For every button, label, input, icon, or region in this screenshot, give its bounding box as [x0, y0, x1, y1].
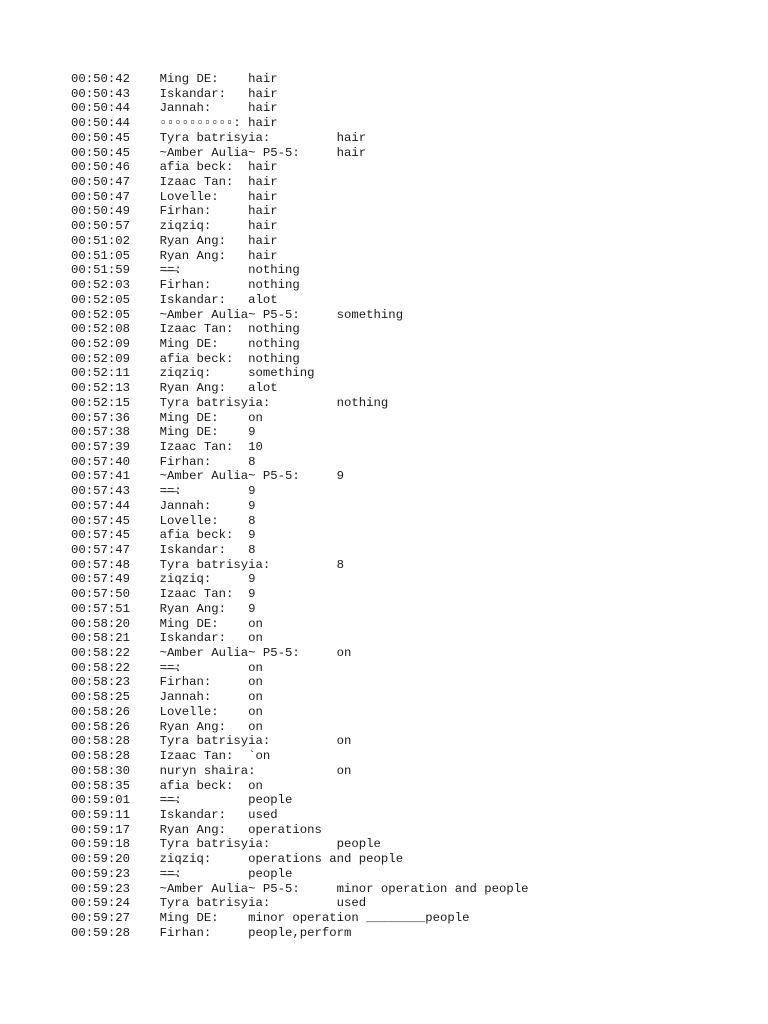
message-text: on	[248, 675, 263, 690]
timestamp: 00:52:05	[71, 292, 131, 307]
chat-line	[71, 425, 529, 440]
chat-line	[71, 396, 529, 411]
message-text: 8	[248, 454, 256, 469]
timestamp: 00:59:17	[71, 822, 131, 837]
message-text: something	[336, 307, 404, 322]
chat-line	[71, 455, 529, 470]
sender-name: Lovelle:	[159, 704, 219, 719]
timestamp: 00:59:11	[71, 807, 131, 822]
chat-line	[71, 528, 529, 543]
timestamp: 00:50:44	[71, 116, 131, 131]
chat-line	[71, 587, 529, 602]
sender-name: Tyra batrisyia:	[159, 557, 271, 572]
chat-line	[71, 602, 529, 617]
message-text: on	[248, 660, 263, 675]
timestamp: 00:52:09	[71, 336, 131, 351]
chat-line	[71, 543, 529, 558]
sender-name: Iskandar:	[159, 807, 226, 822]
message-text: nothing	[248, 263, 300, 278]
timestamp: 00:57:50	[71, 587, 131, 602]
sender-name: afia beck:	[159, 528, 234, 543]
sender-name: Iskandar:	[159, 631, 226, 646]
message-text: on	[248, 631, 263, 646]
timestamp: 00:52:08	[71, 322, 131, 337]
chat-line	[71, 646, 529, 661]
sender-name: Tyra batrisyia:	[159, 395, 271, 410]
sender-name: Ryan Ang:	[159, 233, 226, 248]
message-text: nothing	[336, 395, 389, 410]
timestamp: 00:52:09	[71, 351, 131, 366]
message-text: 9	[248, 498, 256, 513]
timestamp: 00:57:47	[71, 543, 131, 557]
timestamp: 00:58:28	[71, 734, 131, 749]
timestamp: 00:58:35	[71, 778, 131, 793]
chat-line	[71, 160, 529, 175]
message-text: hair	[248, 72, 278, 86]
sender-name: Lovelle:	[159, 189, 219, 204]
message-text: hair	[248, 101, 278, 116]
timestamp: 00:57:44	[71, 498, 131, 513]
chat-line	[71, 484, 529, 499]
message-text: used	[336, 896, 367, 911]
chat-line	[71, 926, 529, 941]
timestamp: 00:50:49	[71, 204, 131, 219]
message-text: nothing	[248, 351, 300, 366]
timestamp: 00:59:01	[71, 793, 131, 808]
message-text: operations	[248, 822, 322, 837]
chat-line	[71, 661, 529, 676]
timestamp: 00:57:39	[71, 439, 131, 454]
sender-name: Ming DE:	[159, 410, 219, 425]
message-text: people	[248, 866, 293, 881]
message-text: 9	[248, 425, 256, 440]
timestamp: 00:57:45	[71, 528, 131, 543]
message-text: on	[336, 646, 352, 661]
message-text: nothing	[248, 322, 300, 337]
sender-name: Tyra batrisyia:	[159, 734, 271, 749]
chat-transcript	[71, 72, 529, 940]
message-text: 9	[248, 528, 256, 543]
chat-line	[71, 440, 529, 455]
sender-name: ziqziq:	[159, 852, 212, 867]
message-text: 9	[248, 601, 256, 616]
sender-name: nuryn shaira:	[159, 763, 256, 778]
chat-line	[71, 352, 529, 367]
chat-line	[71, 131, 529, 146]
message-text: alot	[248, 381, 278, 396]
message-text: on	[248, 778, 263, 793]
timestamp: 00:59:28	[71, 925, 131, 940]
message-text: nothing	[248, 278, 300, 293]
timestamp: 00:59:27	[71, 910, 131, 925]
sender-name: Izaac Tan:	[159, 175, 234, 190]
sender-name: afia beck:	[159, 160, 234, 175]
sender-name: Ming DE:	[159, 336, 219, 351]
chat-line	[71, 146, 529, 161]
sender-name: Iskandar:	[159, 292, 226, 307]
timestamp: 00:51:02	[71, 233, 131, 248]
timestamp: 00:52:15	[71, 395, 131, 410]
message-text: minor operation ________people	[248, 910, 470, 925]
message-text: people	[248, 793, 293, 808]
timestamp: 00:50:45	[71, 130, 131, 145]
sender-name: ziqziq:	[159, 219, 212, 234]
chat-line	[71, 293, 529, 308]
chat-line	[71, 793, 529, 808]
message-text: hair	[248, 189, 278, 204]
sender-name: Firhan:	[159, 675, 212, 690]
chat-line	[71, 308, 529, 323]
message-text: 8	[248, 513, 256, 528]
sender-name: =̶=̶:	[159, 866, 182, 881]
message-text: on	[336, 763, 352, 778]
timestamp: 00:58:21	[71, 631, 131, 646]
sender-name: ~Amber Aulia~ P5-5:	[159, 469, 300, 484]
message-text: hair	[248, 233, 278, 248]
timestamp: 00:58:28	[71, 749, 131, 764]
timestamp: 00:50:46	[71, 160, 131, 175]
timestamp: 00:58:25	[71, 690, 131, 705]
chat-line	[71, 175, 529, 190]
chat-line	[71, 720, 529, 735]
sender-name: ▫▫▫▫▫▫▫▫▫▫:	[159, 116, 241, 131]
timestamp: 00:58:22	[71, 660, 131, 675]
sender-name: ~Amber Aulia~ P5-5:	[159, 646, 300, 661]
chat-line	[71, 705, 529, 720]
sender-name: Izaac Tan:	[159, 749, 234, 764]
message-text: 10	[248, 439, 263, 454]
chat-line	[71, 779, 529, 794]
message-text: on	[248, 719, 263, 734]
sender-name: Ming DE:	[159, 72, 219, 86]
sender-name: Firhan:	[159, 278, 212, 293]
sender-name: Ming DE:	[159, 910, 219, 925]
timestamp: 00:59:23	[71, 866, 131, 881]
chat-line	[71, 278, 529, 293]
chat-line	[71, 734, 529, 749]
timestamp: 00:50:44	[71, 101, 131, 116]
message-text: hair	[248, 175, 278, 190]
chat-line	[71, 867, 529, 882]
sender-name: Firhan:	[159, 204, 212, 219]
chat-line	[71, 101, 529, 116]
sender-name: afia beck:	[159, 778, 234, 793]
message-text: hair	[248, 160, 278, 175]
timestamp: 00:50:47	[71, 189, 131, 204]
chat-line	[71, 204, 529, 219]
timestamp: 00:50:42	[71, 72, 131, 86]
message-text: alot	[248, 292, 278, 307]
chat-line	[71, 617, 529, 632]
sender-name: Jannah:	[159, 690, 212, 705]
sender-name: Izaac Tan:	[159, 439, 234, 454]
sender-name: ziqziq:	[159, 572, 212, 587]
timestamp: 00:57:43	[71, 484, 131, 499]
timestamp: 00:59:20	[71, 852, 131, 867]
chat-line	[71, 234, 529, 249]
message-text: hair	[336, 145, 367, 160]
message-text: hair	[248, 86, 278, 101]
message-text: 9	[248, 572, 256, 587]
message-text: hair	[248, 204, 278, 219]
sender-name: Tyra batrisyia:	[159, 896, 271, 911]
timestamp: 00:50:45	[71, 145, 131, 160]
chat-line	[71, 190, 529, 205]
timestamp: 00:57:48	[71, 557, 131, 572]
chat-line	[71, 558, 529, 573]
sender-name: Jannah:	[159, 101, 212, 116]
timestamp: 00:58:23	[71, 675, 131, 690]
message-text: 9	[248, 484, 256, 499]
message-text: `on	[248, 749, 271, 764]
message-text: something	[248, 366, 315, 381]
sender-name: Iskandar:	[159, 86, 226, 101]
sender-name: ~Amber Aulia~ P5-5:	[159, 881, 300, 896]
timestamp: 00:58:30	[71, 763, 131, 778]
timestamp: 00:59:23	[71, 881, 131, 896]
sender-name: =̶=̶:	[159, 484, 182, 499]
chat-line	[71, 219, 529, 234]
sender-name: =̶=̶:	[159, 660, 182, 675]
message-text: used	[248, 807, 278, 822]
timestamp: 00:57:40	[71, 454, 131, 469]
chat-line	[71, 823, 529, 838]
chat-line	[71, 499, 529, 514]
chat-line	[71, 837, 529, 852]
message-text: 9	[336, 469, 345, 484]
sender-name: Firhan:	[159, 454, 212, 469]
sender-name: Tyra batrisyia:	[159, 837, 271, 852]
message-text: hair	[248, 219, 278, 234]
chat-line	[71, 87, 529, 102]
message-text: people	[336, 837, 381, 852]
message-text: on	[336, 734, 352, 749]
timestamp: 00:57:49	[71, 572, 131, 587]
chat-line	[71, 882, 529, 897]
timestamp: 00:57:51	[71, 601, 131, 616]
sender-name: Firhan:	[159, 925, 212, 940]
chat-line	[71, 690, 529, 705]
chat-line	[71, 911, 529, 926]
chat-line	[71, 896, 529, 911]
sender-name: Iskandar:	[159, 543, 226, 557]
timestamp: 00:57:45	[71, 513, 131, 528]
timestamp: 00:58:26	[71, 719, 131, 734]
message-text: 8	[248, 543, 256, 557]
timestamp: 00:52:05	[71, 307, 131, 322]
timestamp: 00:52:13	[71, 381, 131, 396]
chat-line	[71, 337, 529, 352]
message-text: on	[248, 704, 263, 719]
chat-line	[71, 469, 529, 484]
message-text: hair	[336, 130, 367, 145]
chat-line	[71, 249, 529, 264]
chat-line	[71, 764, 529, 779]
sender-name: Ming DE:	[159, 616, 219, 631]
chat-line	[71, 411, 529, 426]
timestamp: 00:51:05	[71, 248, 131, 263]
chat-line	[71, 572, 529, 587]
sender-name: Izaac Tan:	[159, 322, 234, 337]
sender-name: ziqziq:	[159, 366, 212, 381]
sender-name: afia beck:	[159, 351, 234, 366]
message-text: minor operation and people	[336, 881, 529, 896]
chat-line	[71, 631, 529, 646]
chat-line	[71, 381, 529, 396]
chat-line	[71, 263, 529, 278]
timestamp: 00:58:26	[71, 704, 131, 719]
timestamp: 00:52:11	[71, 366, 131, 381]
sender-name: Lovelle:	[159, 513, 219, 528]
chat-line	[71, 116, 529, 131]
sender-name: Ryan Ang:	[159, 719, 226, 734]
timestamp: 00:59:24	[71, 896, 131, 911]
timestamp: 00:50:47	[71, 175, 131, 190]
timestamp: 00:57:36	[71, 410, 131, 425]
sender-name: Ming DE:	[159, 425, 219, 440]
sender-name: Izaac Tan:	[159, 587, 234, 602]
sender-name: =̶=̶:	[159, 263, 182, 278]
timestamp: 00:57:38	[71, 425, 131, 440]
message-text: operations and people	[248, 852, 404, 867]
chat-line	[71, 808, 529, 823]
sender-name: Ryan Ang:	[159, 381, 226, 396]
timestamp: 00:58:20	[71, 616, 131, 631]
timestamp: 00:51:59	[71, 263, 131, 278]
chat-line	[71, 366, 529, 381]
message-text: on	[248, 410, 263, 425]
message-text: hair	[248, 248, 278, 263]
timestamp: 00:50:57	[71, 219, 131, 234]
sender-name: =̶=̶:	[159, 793, 182, 808]
timestamp: 00:52:03	[71, 278, 131, 293]
sender-name: Tyra batrisyia:	[159, 130, 271, 145]
chat-line	[71, 675, 529, 690]
message-text: hair	[248, 116, 278, 131]
sender-name: ~Amber Aulia~ P5-5:	[159, 145, 300, 160]
message-text: on	[248, 616, 263, 631]
timestamp: 00:57:41	[71, 469, 131, 484]
sender-name: ~Amber Aulia~ P5-5:	[159, 307, 300, 322]
chat-line	[71, 852, 529, 867]
message-text: nothing	[248, 336, 300, 351]
chat-line	[71, 72, 529, 87]
sender-name: Jannah:	[159, 498, 212, 513]
timestamp: 00:59:18	[71, 837, 131, 852]
timestamp: 00:50:43	[71, 86, 131, 101]
sender-name: Ryan Ang:	[159, 248, 226, 263]
message-text: 9	[248, 587, 256, 602]
timestamp: 00:58:22	[71, 646, 131, 661]
sender-name: Ryan Ang:	[159, 822, 226, 837]
message-text: on	[248, 690, 263, 705]
chat-line	[71, 514, 529, 529]
sender-name: Ryan Ang:	[159, 601, 226, 616]
message-text: 8	[336, 557, 345, 572]
chat-line	[71, 749, 529, 764]
chat-line	[71, 322, 529, 337]
message-text: people,perform	[248, 925, 352, 940]
